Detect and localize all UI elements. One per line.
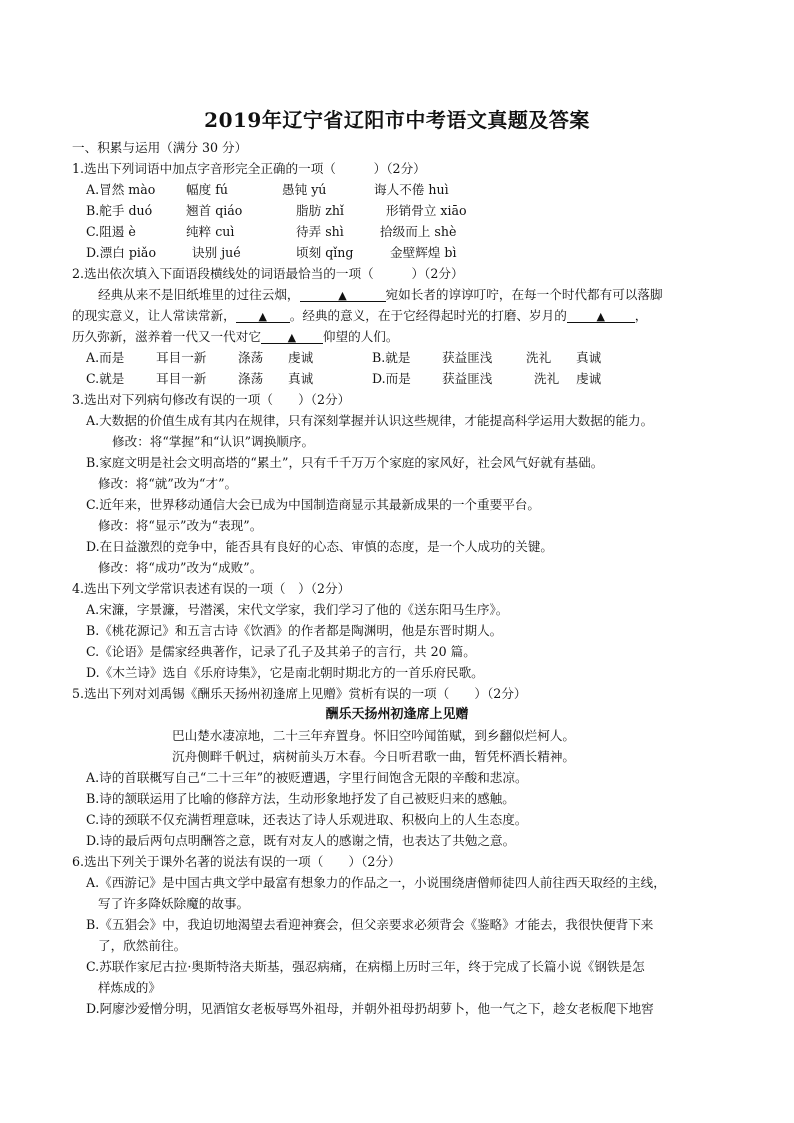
question-1-option-row [86, 181, 726, 199]
option-cell: 获益匪浅 [442, 350, 493, 365]
question-4-option-a: A.宋濂，字景濂，号潜溪，宋代文学家，我们学习了他的《送东阳马生序》。 [86, 602, 509, 617]
option-cell: 顷刻 qǐng [296, 245, 354, 260]
revision-note: 修改：将“掌握”和“认识”调换顺序。 [112, 434, 315, 449]
question-3-option-b: B.家庭文明是社会文明高塔的“累土”，只有千千万万个家庭的家风好，社会风气好就有基础。 [86, 455, 604, 470]
fill-blank [261, 328, 323, 344]
option-cell: 待弄 shì [296, 224, 344, 239]
question-1-option-row [86, 244, 726, 262]
option-cell: 涤荡 [238, 350, 264, 365]
passage-text: 仰望的人们。 [322, 329, 399, 344]
option-cell: A.冒然 mào [86, 182, 156, 197]
passage-text: 的现实意义，让人常读常新， [72, 308, 236, 323]
option-cell: 愚钝 yú [282, 182, 327, 197]
question-4-option-d: D.《木兰诗》选自《乐府诗集》，它是南北朝时期北方的一首乐府民歌。 [86, 665, 484, 680]
question-6-option-a-cont: 写了许多降妖除魔的故事。 [98, 896, 250, 911]
triangle-marker: ▲ [258, 310, 267, 323]
option-cell: 洗礼 [526, 350, 552, 365]
question-5-stem: 5.选出下列对刘禹锡《酬乐天扬州初逢席上见赠》赏析有误的一项（ ）（2分） [72, 686, 527, 701]
passage-line [98, 286, 663, 304]
question-6-option-c-cont: 样炼成的》 [98, 980, 161, 995]
triangle-marker: ▲ [287, 331, 297, 344]
question-1-option-row [86, 223, 726, 241]
passage-text: 。经典的意义，在于它经得起时光的打磨、岁月的 [289, 308, 567, 323]
option-cell: B.舵手 duó [86, 203, 153, 218]
option-cell: C.阻遏 è [86, 224, 136, 239]
question-3-option-d: D.在日益激烈的竞争中，能否具有良好的心态、审慎的态度，是一个人成功的关键。 [86, 539, 554, 554]
passage-line [72, 328, 398, 346]
fill-blank [567, 307, 635, 323]
question-3-stem: 3.选出对下列病句修改有误的一项（ ）（2分） [72, 392, 351, 407]
question-2-option-row [86, 370, 726, 388]
question-6-option-c: C.苏联作家尼古拉·奥斯特洛夫斯基，强忍病痛，在病榻上历时三年，终于完成了长篇小说《钢铁是怎 [86, 959, 645, 974]
question-6-option-a: A.《西游记》是中国古典文学中最富有想象力的作品之一，小说围绕唐僧师徒四人前往西天取经的主线， [86, 875, 666, 890]
question-5-option-c: C.诗的颈联不仅充满哲理意味，还表达了诗人乐观进取、积极向上的人生态度。 [86, 812, 528, 827]
question-6-option-b: B.《五猖会》中，我迫切地渴望去看迎神赛会，但父亲要求必须背会《鉴略》才能去，我很快便背下来 [86, 917, 654, 932]
triangle-marker: ▲ [596, 310, 606, 323]
question-6-stem: 6.选出下列关于课外名著的说法有误的一项（ ）（2分） [72, 854, 401, 869]
question-1-stem: 1.选出下列词语中加点字音形完全正确的一项（ ）（2分） [72, 161, 426, 176]
option-cell: 涤荡 [238, 371, 264, 386]
poem-line: 巴山楚水凄凉地，二十三年弃置身。怀旧空吟闻笛赋，到乡翻似烂柯人。 [172, 728, 575, 743]
passage-text: 经典从来不是旧纸堆里的过往云烟， [98, 287, 300, 302]
question-4-option-c: C.《论语》是儒家经典著作，记录了孔子及其弟子的言行，共 20 篇。 [86, 644, 476, 659]
poem-line: 沉舟侧畔千帆过，病树前头万木春。今日听君歌一曲，暂凭杯酒长精神。 [172, 749, 575, 764]
fill-blank [236, 307, 290, 323]
question-4-stem: 4.选出下列文学常识表述有误的一项（ ）（2分） [72, 581, 351, 596]
option-cell: 金壁辉煌 bì [390, 245, 457, 260]
option-cell: 翘首 qiáo [186, 203, 243, 218]
option-cell: D.漂白 piǎo [86, 245, 157, 260]
question-6-option-b-cont: 了，欣然前往。 [98, 938, 187, 953]
question-1-option-row [86, 202, 726, 220]
question-3-option-c: C.近年来，世界移动通信大会已成为中国制造商显示其最新成果的一个重要平台。 [86, 497, 540, 512]
question-2-stem: 2.选出依次填入下面语段横线处的词语最恰当的一项（ ）（2分） [72, 266, 464, 281]
question-5-option-a: A.诗的首联概写自己“二十三年”的被贬遭遇，字里行间饱含无限的辛酸和悲凉。 [86, 770, 528, 785]
section-heading: 一、积累与运用（满分 30 分） [72, 140, 248, 155]
question-4-option-b: B.《桃花源记》和五言古诗《饮酒》的作者都是陶渊明，他是东晋时期人。 [86, 623, 503, 638]
passage-text: 历久弥新，滋养着一代又一代对它 [72, 329, 261, 344]
option-cell: 耳目一新 [156, 371, 207, 386]
option-cell: C.就是 [86, 371, 125, 386]
poem-title: 酬乐天扬州初逢席上见赠 [325, 707, 469, 722]
option-cell: 纯粹 cuì [186, 224, 235, 239]
triangle-marker: ▲ [338, 289, 347, 302]
passage-line [72, 307, 647, 325]
question-2-option-row [86, 349, 726, 367]
passage-text: ， [634, 308, 648, 323]
revision-note: 修改：将“成功”改为“成败”。 [98, 560, 263, 575]
option-cell: 获益匪浅 [442, 371, 493, 386]
passage-text: 宛如长者的谆谆叮咛，在每一个时代都有可以落脚 [385, 287, 663, 302]
option-cell: 虔诚 [576, 371, 602, 386]
question-5-option-d: D.诗的最后两句点明酬答之意，既有对友人的感谢之情，也表达了共勉之意。 [86, 833, 516, 848]
document-title: 2019年辽宁省辽阳市中考语文真题及答案 [204, 108, 590, 132]
option-cell: 形销骨立 xiāo [386, 203, 467, 218]
option-cell: 幅度 fú [186, 182, 228, 197]
option-cell: A.而是 [86, 350, 125, 365]
option-cell: 真诚 [576, 350, 602, 365]
question-3-option-a: A.大数据的价值生成有其内在规律，只有深刻掌握并认识这些规律，才能提高科学运用大数据的能力。 [86, 413, 654, 428]
option-cell: 洗礼 [534, 371, 560, 386]
question-6-option-d: D.阿廖沙爱憎分明，见酒馆女老板辱骂外祖母，并朝外祖母扔胡萝卜，他一气之下，趁女老板爬下地窖 [86, 1001, 654, 1016]
option-cell: B.就是 [372, 350, 411, 365]
revision-note: 修改：将“显示”改为“表现”。 [98, 518, 263, 533]
option-cell: 虔诚 [288, 350, 314, 365]
option-cell: 耳目一新 [156, 350, 207, 365]
revision-note: 修改：将“就”改为“才”。 [98, 476, 238, 491]
option-cell: 脂肪 zhǐ [296, 203, 344, 218]
option-cell: 拾级而上 shè [380, 224, 457, 239]
option-cell: 真诚 [288, 371, 314, 386]
option-cell: 诀别 jué [192, 245, 241, 260]
fill-blank [300, 286, 386, 302]
question-5-option-b: B.诗的颔联运用了比喻的修辞方法，生动形象地抒发了自己被贬归来的感触。 [86, 791, 515, 806]
option-cell: 诲人不倦 huì [374, 182, 449, 197]
option-cell: D.而是 [372, 371, 411, 386]
